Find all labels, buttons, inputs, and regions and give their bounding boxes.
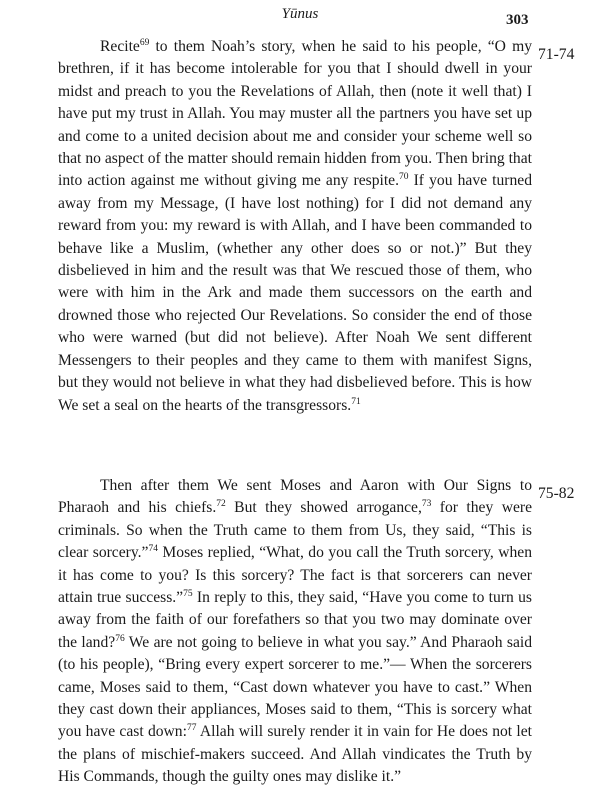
paragraph-text: In reply to this, they said, “Have you come to turn us away from the faith of our forefathers so that you two may dominate over the land? (58, 589, 532, 651)
footnote-marker[interactable]: 69 (139, 37, 150, 48)
footnote-marker[interactable]: 73 (421, 499, 432, 510)
paragraph-text: We are not going to believe in what you say.” And Pharaoh said (to his people), “Bring every expert sorcerer to me.”— When the sorcerers came, Moses said to them, “Cast down whatever you have to cast.” When they cast down their appliances, Moses said to them, “This is sorcery what you have cast down: (58, 633, 532, 741)
paragraph-verses-75-82 (58, 475, 532, 789)
footnote-marker[interactable]: 74 (148, 544, 158, 555)
page-number: 303 (506, 12, 529, 28)
paragraph-text: If you have turned away from my Message, (I have lost nothing) for I did not demand any reward from you: my reward is with Allah, and I have been commanded to behave like a Muslim, (whether any other does so or not.)” But they disbelieved in him and the result was that We rescued those of them, who were with him in the Ark and made them successors on the earth and drowned those who rejected Our Revelations. So consider the end of those who were warned (but did not believe). After Noah We sent different Messengers to their peoples and they came to them with manifest Signs, but they would not believe in what they had disbelieved before. This is how We set a seal on the hearts of the transgressors. (58, 172, 532, 414)
footnote-marker[interactable]: 75 (183, 588, 193, 599)
paragraph-text: to them Noah’s story, when he said to his people, “O my brethren, if it has become intolerable for you that I should dwell in your midst and preach to you the Revelations of Allah, then (note it well that) I have put my trust in Allah. You may muster all the partners you have set up and come to a united decision about me and consider your scheme well so that no aspect of the matter should remain hidden from you. Then bring that into action against me without giving me any respite. (58, 38, 532, 190)
footnote-marker[interactable]: 71 (351, 396, 361, 407)
verse-reference: 71-74 (538, 46, 575, 63)
paragraph-text: Allah will surely render it in vain for He does not let the plans of mischief-makers succeed. And Allah vindicates the Truth by His Commands, though the guilty ones may dislike it.” (58, 723, 533, 786)
paragraph-verses-71-74 (58, 36, 532, 417)
footnote-marker[interactable]: 72 (216, 499, 226, 510)
footnote-marker[interactable]: 77 (186, 723, 197, 734)
paragraph-text: Moses replied, “What, do you call the Truth sorcery, when it has come to you? Is this sorcery? The fact is that sorcerers can never attain true success.” (58, 544, 532, 607)
footnote-marker[interactable]: 70 (399, 172, 409, 183)
paragraph-text: Recite (100, 38, 140, 55)
paragraph-text: for they were criminals. So when the Truth came to them from Us, they said, “This is clear sorcery.” (58, 499, 533, 562)
paragraph-text: But they showed arrogance, (225, 499, 422, 517)
chapter-title: Yūnus (281, 6, 319, 22)
paragraph-text: Then after them We sent Moses and Aaron with Our Signs to Pharaoh and his chiefs. (58, 477, 532, 517)
footnote-marker[interactable]: 76 (115, 633, 125, 644)
verse-reference: 75-82 (538, 485, 575, 502)
